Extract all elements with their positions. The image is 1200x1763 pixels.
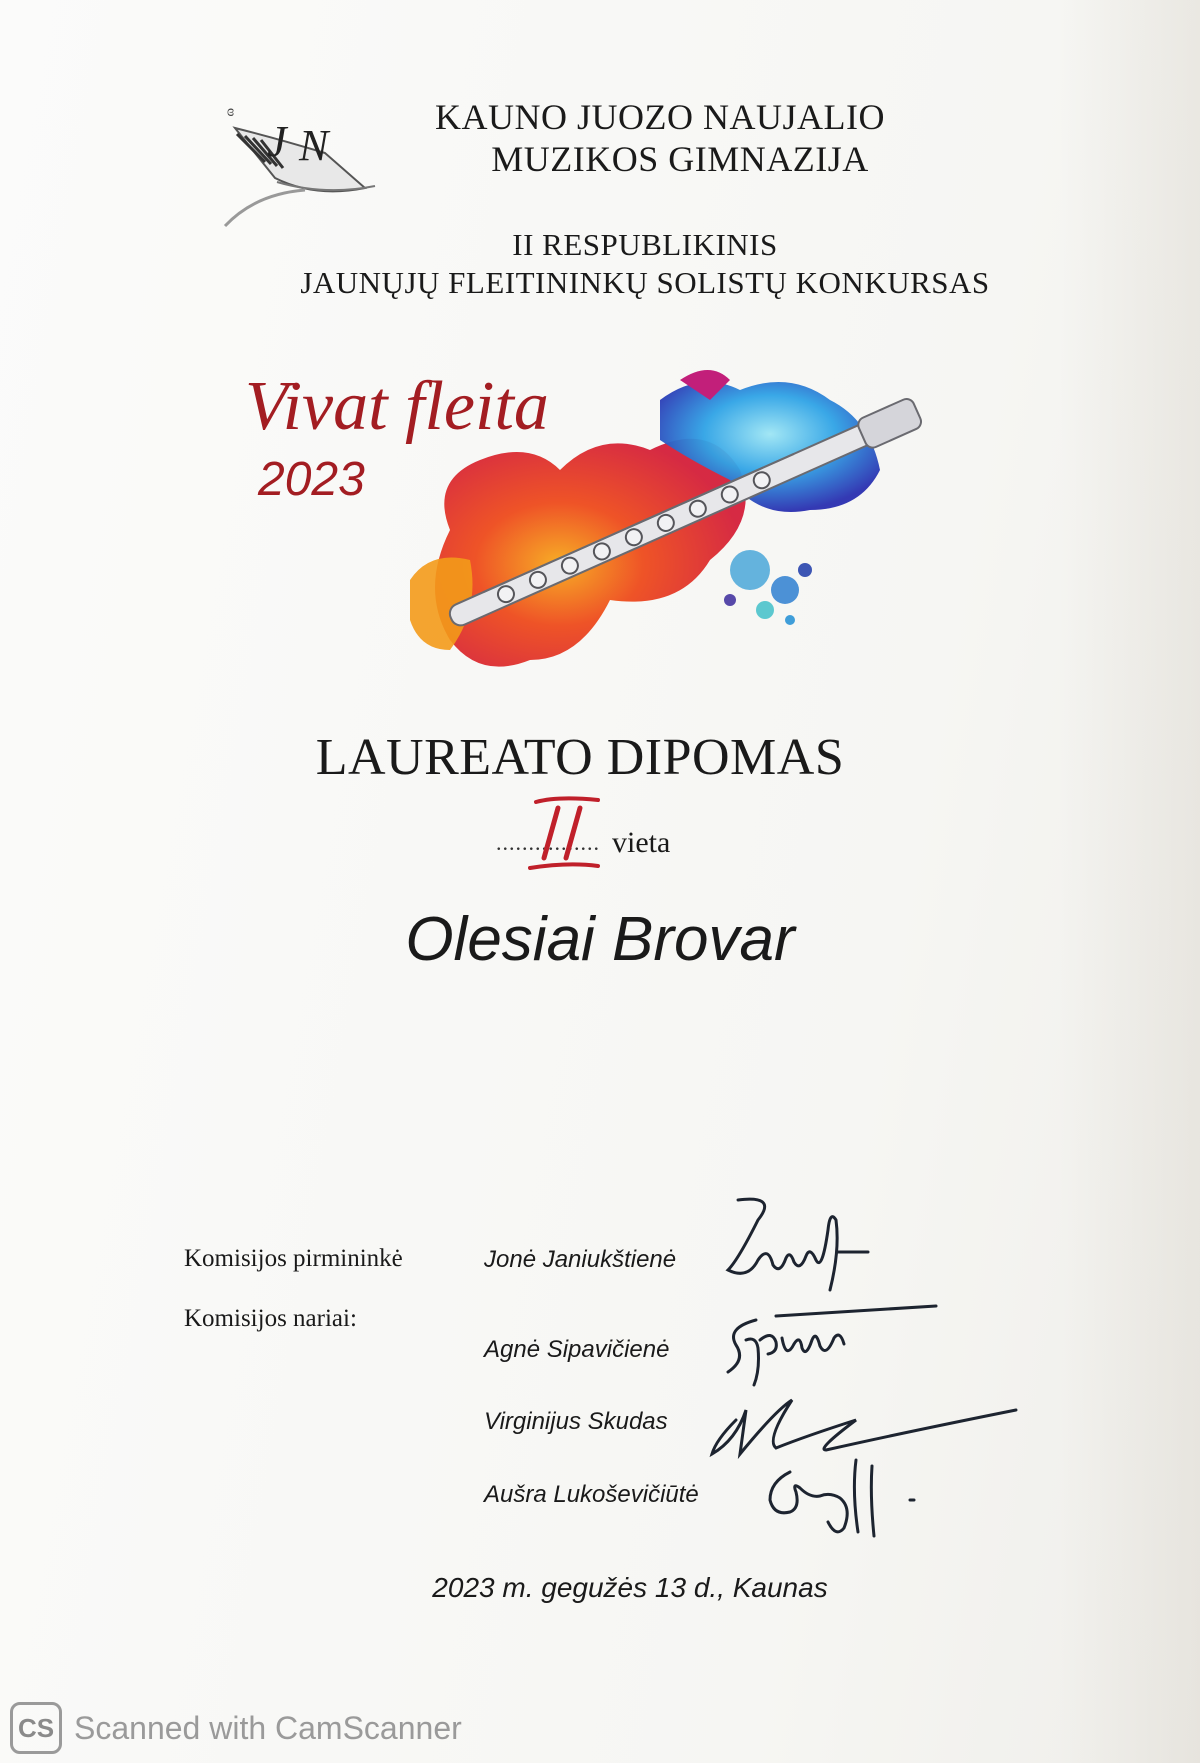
chair-name: Jonė Janiukštienė [484,1246,677,1273]
recipient-name: Olesiai Brovar [405,905,795,974]
event-year: 2023 [258,453,365,506]
paper-shadow-edge [1060,0,1200,1763]
place-label: vieta [612,826,671,859]
camscanner-text: Scanned with CamScanner [74,1709,462,1746]
place-dots: ................ [496,830,600,855]
school-name [390,96,930,180]
member-signature-2-icon [706,1380,1026,1460]
school-logo-icon [215,98,415,238]
member-name-3: Aušra Lukoševičiūtė [484,1481,699,1508]
camscanner-watermark [10,1700,462,1756]
member-name-1: Agnė Sipavičienė [484,1336,670,1363]
chair-signature-icon [718,1190,908,1300]
member-name-2: Virginijus Skudas [484,1408,668,1435]
contest-name-line2: JAUNŲJŲ FLEITININKŲ SOLISTŲ KONKURSAS [300,265,990,300]
contest-name-line1: II RESPUBLIKINIS [512,227,778,262]
issue-date: 2023 m. gegužės 13 d., Kaunas [432,1572,828,1603]
svg-text:J: J [267,117,287,166]
handwritten-place-mark [528,794,608,878]
school-name-line1: KAUNO JUOZO NAUJALIO [435,97,885,137]
svg-text:ɞ: ɞ [227,103,235,120]
member-signature-3-icon [760,1452,950,1542]
members-label: Komisijos nariai: [184,1305,357,1332]
svg-text:N: N [299,121,329,170]
camscanner-logo: CS [10,1702,62,1754]
school-name-line2: MUZIKOS GIMNAZIJA [491,139,869,179]
place-line [496,808,756,868]
diploma-title: LAUREATO DIPOMAS [315,729,845,786]
chair-label: Komisijos pirmininkė [184,1245,403,1272]
member-signature-1-icon [716,1300,946,1390]
contest-name [230,226,1060,302]
event-title: Vivat fleita [245,368,549,445]
